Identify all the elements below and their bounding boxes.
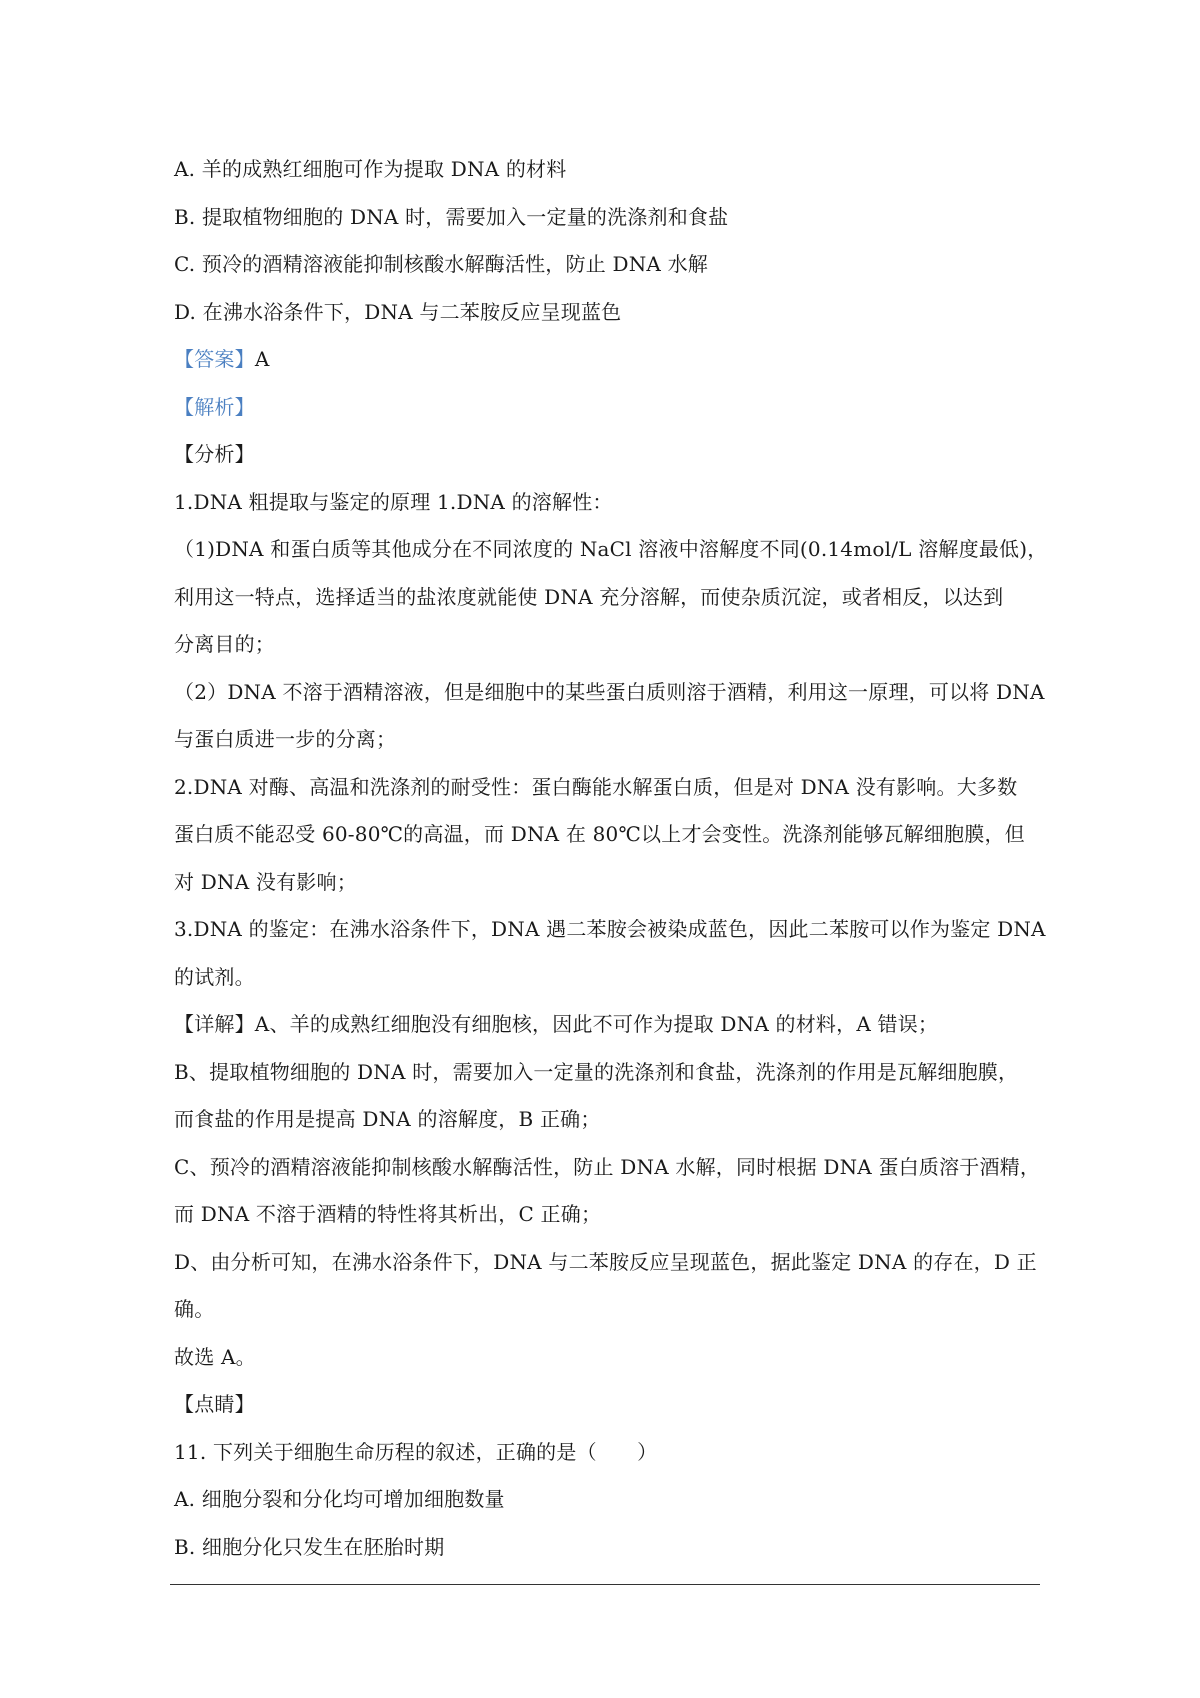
body-line: 【详解】A、羊的成熟红细胞没有细胞核，因此不可作为提取 DNA 的材料，A 错误； xyxy=(174,1012,939,1036)
body-line: B、提取植物细胞的 DNA 时，需要加入一定量的洗涤剂和食盐，洗涤剂的作用是瓦解细胞膜， xyxy=(174,1059,1019,1084)
body-line: 对 DNA 没有影响； xyxy=(174,869,357,894)
body-line: 1.DNA 粗提取与鉴定的原理 1.DNA 的溶解性： xyxy=(174,489,613,514)
question11-stem: 11. 下列关于细胞生命历程的叙述，正确的是（ ） xyxy=(174,1439,658,1464)
question11-option-a: A. 细胞分裂和分化均可增加细胞数量 xyxy=(174,1487,505,1511)
answer-label: 【答案】 xyxy=(174,347,255,371)
body-line: 故选 A。 xyxy=(174,1344,256,1369)
answer-value: A xyxy=(254,347,270,371)
body-line: 2.DNA 对酶、高温和洗涤剂的耐受性：蛋白酶能水解蛋白质，但是对 DNA 没有影响。大多数 xyxy=(174,774,1018,799)
body-line: （2）DNA 不溶于酒精溶液，但是细胞中的某些蛋白质则溶于酒精，利用这一原理，可以将 DNA xyxy=(174,679,1045,704)
body-line: 【点睛】 xyxy=(174,1392,255,1416)
body-line: 的试剂。 xyxy=(174,964,255,989)
body-line: 而食盐的作用是提高 DNA 的溶解度，B 正确； xyxy=(174,1107,601,1131)
answer-line xyxy=(174,336,1040,384)
question11-option-b: B. 细胞分化只发生在胚胎时期 xyxy=(174,1534,445,1559)
body-line: 分离目的； xyxy=(174,632,275,656)
body-line: 确。 xyxy=(174,1297,215,1321)
option-c: C. 预冷的酒精溶液能抑制核酸水解酶活性，防止 DNA 水解 xyxy=(174,252,708,276)
body-line: 3.DNA 的鉴定：在沸水浴条件下，DNA 遇二苯胺会被染成蓝色，因此二苯胺可以作为鉴定 DNA xyxy=(174,917,1046,941)
body-line: （1)DNA 和蛋白质等其他成分在不同浓度的 NaCl 溶液中溶解度不同(0.14mol/L 溶解度最低)， xyxy=(174,537,1048,561)
option-a: A. 羊的成熟红细胞可作为提取 DNA 的材料 xyxy=(174,157,567,181)
document-page xyxy=(174,146,1048,1571)
body-line: C、预冷的酒精溶液能抑制核酸水解酶活性，防止 DNA 水解，同时根据 DNA 蛋白质溶于酒精， xyxy=(174,1154,1041,1179)
footer-divider xyxy=(170,1584,1040,1585)
body-line: 与蛋白质进一步的分离； xyxy=(174,727,397,751)
option-d: D. 在沸水浴条件下，DNA 与二苯胺反应呈现蓝色 xyxy=(174,299,622,324)
body-line: 利用这一特点，选择适当的盐浓度就能使 DNA 充分溶解，而使杂质沉淀，或者相反，以达到 xyxy=(174,584,1004,609)
body-line: 而 DNA 不溶于酒精的特性将其析出，C 正确； xyxy=(174,1202,602,1226)
body-line: D、由分析可知，在沸水浴条件下，DNA 与二苯胺反应呈现蓝色，据此鉴定 DNA 的存在，D 正 xyxy=(174,1249,1037,1274)
fenxi-label: 【分析】 xyxy=(174,442,255,466)
analysis-label: 【解析】 xyxy=(174,394,255,419)
option-b: B. 提取植物细胞的 DNA 时，需要加入一定量的洗涤剂和食盐 xyxy=(174,204,729,229)
body-line: 蛋白质不能忍受 60-80℃的高温，而 DNA 在 80℃以上才会变性。洗涤剂能够瓦解细胞膜，但 xyxy=(174,822,1025,846)
